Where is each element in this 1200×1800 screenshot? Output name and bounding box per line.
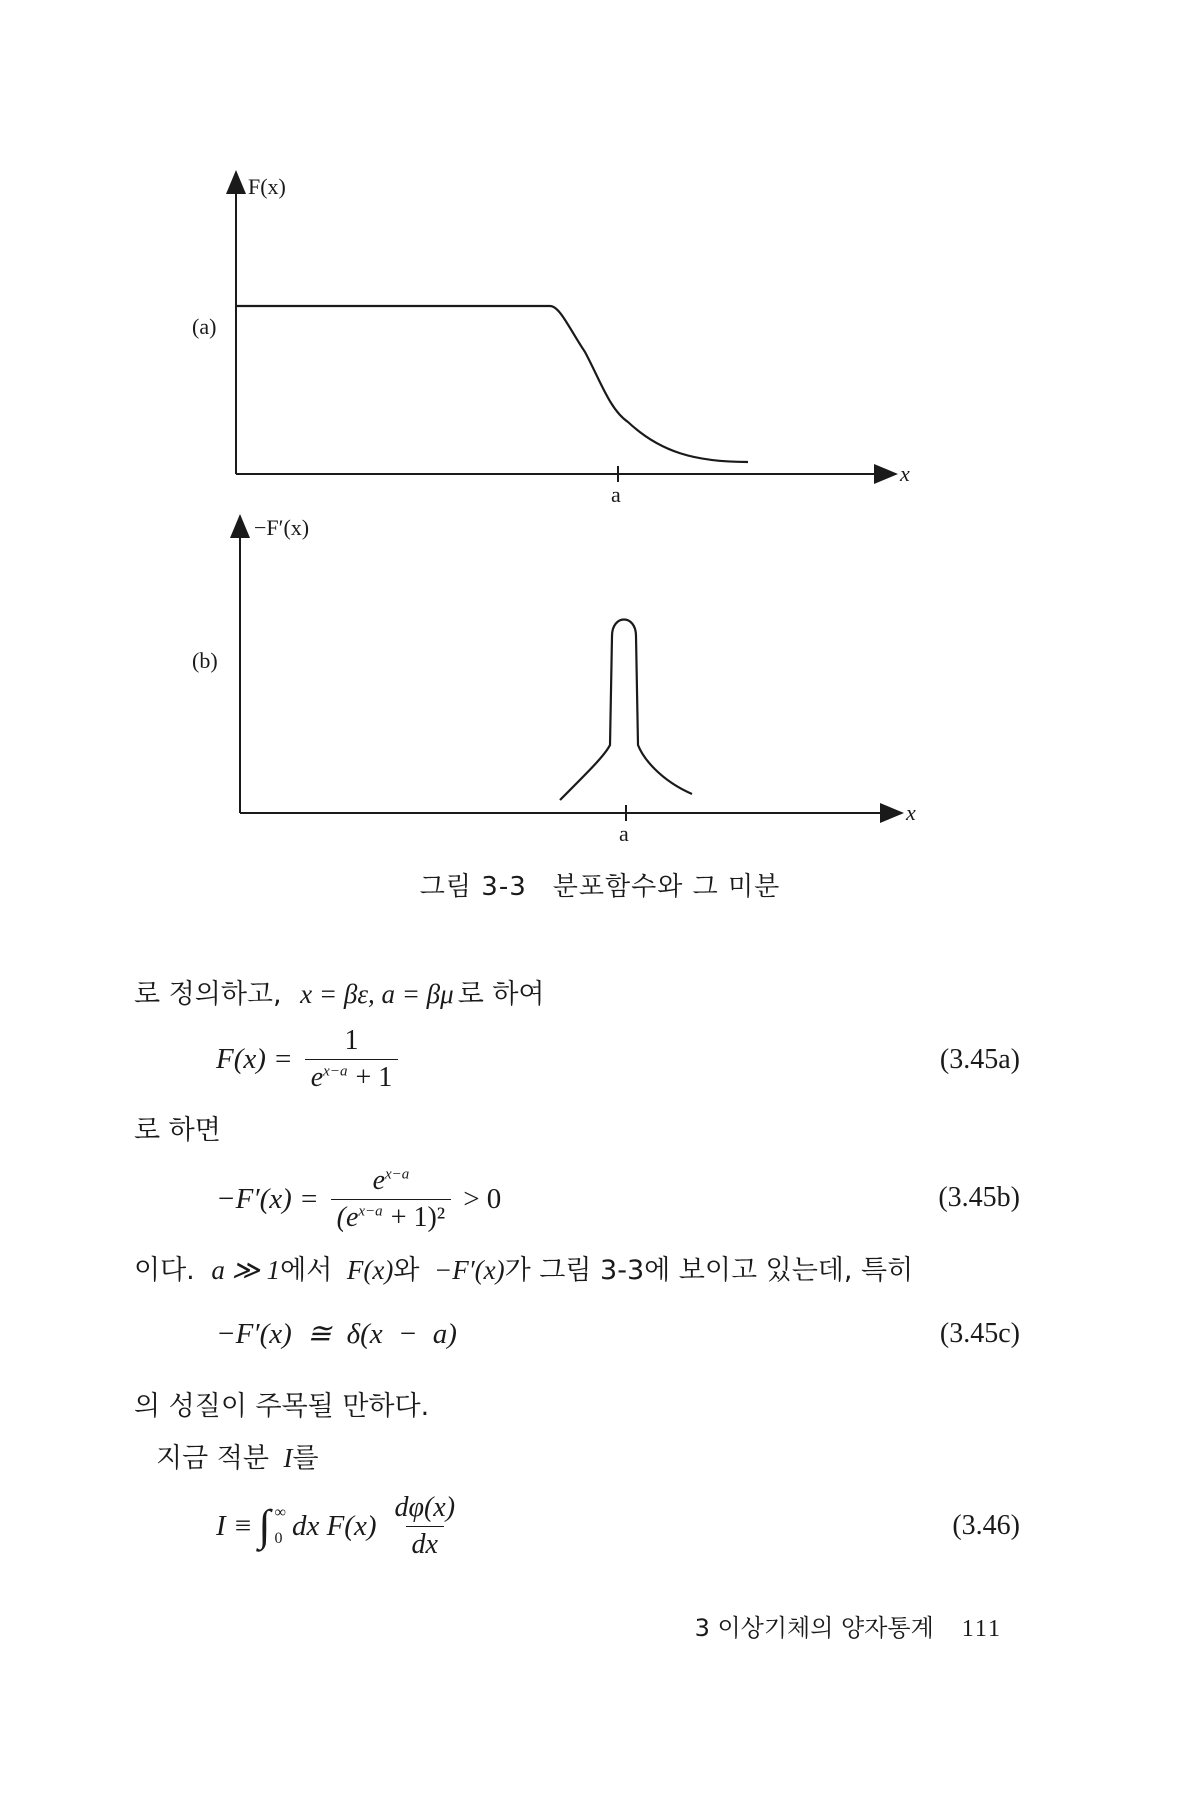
- eq346-integrand: dx F(x): [291, 1509, 377, 1542]
- eq345b-denominator: [331, 1199, 452, 1234]
- eq346-numerator: dφ(x): [394, 1491, 456, 1523]
- eq346-denominator: dx: [406, 1526, 444, 1561]
- eq346-lower-limit: 0: [274, 1530, 283, 1547]
- panel-b-x-axis-label: x: [906, 800, 916, 825]
- panel-a: [192, 172, 910, 507]
- eq345c-number: (3.45c): [939, 1318, 1020, 1349]
- eq345b-lhs: −F′(x) =: [216, 1182, 319, 1215]
- line3-mid1: 에서: [280, 1255, 333, 1286]
- panel-a-y-axis-label: F(x): [248, 174, 286, 199]
- integral-sign: ∫: [258, 1501, 271, 1550]
- eq345a-den-base: e: [310, 1061, 324, 1093]
- panel-b-tick-label: a: [619, 821, 629, 846]
- line3-math3: −F′(x): [434, 1255, 505, 1285]
- line5-tail: 를: [292, 1443, 319, 1474]
- eq345b-number: (3.45b): [938, 1182, 1020, 1213]
- equation-3-45a: [0, 1024, 1200, 1094]
- eq345b-rhs: > 0: [463, 1182, 502, 1215]
- line3-pre: 이다.: [134, 1255, 195, 1286]
- panel-b-y-axis-label: −F′(x): [254, 515, 310, 540]
- panel-a-label: (a): [192, 314, 217, 339]
- eq345b-num-exp: x−a: [385, 1166, 410, 1183]
- eq345a-number: (3.45a): [939, 1044, 1020, 1075]
- panel-b: [192, 515, 916, 846]
- caption-text: 분포함수와 그 미분: [552, 872, 781, 902]
- eq346-fraction: [388, 1492, 461, 1561]
- figure-caption: [0, 866, 1200, 903]
- eq345b-numerator: [367, 1165, 416, 1199]
- panel-a-tick-label: a: [611, 482, 621, 507]
- eq345a-numerator: 1: [344, 1024, 359, 1056]
- line3-tail: 가 그림 3-3에 보이고 있는데, 특히: [504, 1255, 914, 1286]
- fermi-distribution-curve: [236, 306, 748, 462]
- paragraph-line-4: 의 성질이 주목될 만하다.: [134, 1391, 430, 1422]
- eq346-lhs: I ≡: [216, 1509, 253, 1542]
- line5-math: I: [283, 1443, 293, 1473]
- page-number: 111: [961, 1616, 1002, 1642]
- eq345b-num-base: e: [372, 1164, 385, 1196]
- line1-tail: 로 하여: [457, 979, 545, 1010]
- line3-math1: a ≫ 1: [211, 1255, 281, 1285]
- paragraph-line-1: [134, 972, 545, 1011]
- eq345b-den-base: (e: [336, 1201, 359, 1233]
- eq346-limits: [275, 1500, 286, 1551]
- line3-mid2: 와: [393, 1255, 420, 1286]
- eq345b-fraction: [331, 1165, 452, 1234]
- footer-chapter: 3 이상기체의 양자통계: [694, 1614, 934, 1642]
- equation-3-45b: [0, 1164, 1200, 1234]
- eq345a-lhs: F(x) =: [216, 1042, 293, 1075]
- eq345a-fraction: [305, 1025, 399, 1094]
- panel-a-x-axis-label: x: [900, 461, 910, 486]
- equation-3-45c: [0, 1298, 1200, 1368]
- distribution-derivative-peak: [560, 620, 692, 801]
- panel-b-label: (b): [192, 648, 218, 673]
- eq345c-content: −F′(x) ≅ δ(x − a): [216, 1317, 457, 1350]
- page-footer: [0, 1608, 1200, 1643]
- paragraph-line-5: [156, 1436, 319, 1475]
- eq345a-den-tail: + 1: [355, 1061, 393, 1093]
- eq346-upper-limit: ∞: [274, 1504, 286, 1522]
- paragraph-line-3: [134, 1248, 913, 1287]
- eq346-number: (3.46): [952, 1510, 1020, 1541]
- line5-text: 지금 적분: [156, 1443, 269, 1474]
- line1-math: x = βε, a = βμ: [300, 979, 454, 1009]
- eq345b-den-exp: x−a: [358, 1203, 383, 1220]
- eq345a-den-exp: x−a: [323, 1063, 348, 1080]
- equation-3-46: [0, 1486, 1200, 1566]
- eq345a-denominator: [305, 1059, 399, 1094]
- eq345b-den-tail: + 1)²: [390, 1201, 446, 1233]
- line1-text: 로 정의하고,: [134, 979, 282, 1010]
- line3-math2: F(x): [346, 1255, 394, 1285]
- caption-number: 그림 3-3: [419, 872, 527, 902]
- paragraph-line-2: 로 하면: [134, 1115, 221, 1146]
